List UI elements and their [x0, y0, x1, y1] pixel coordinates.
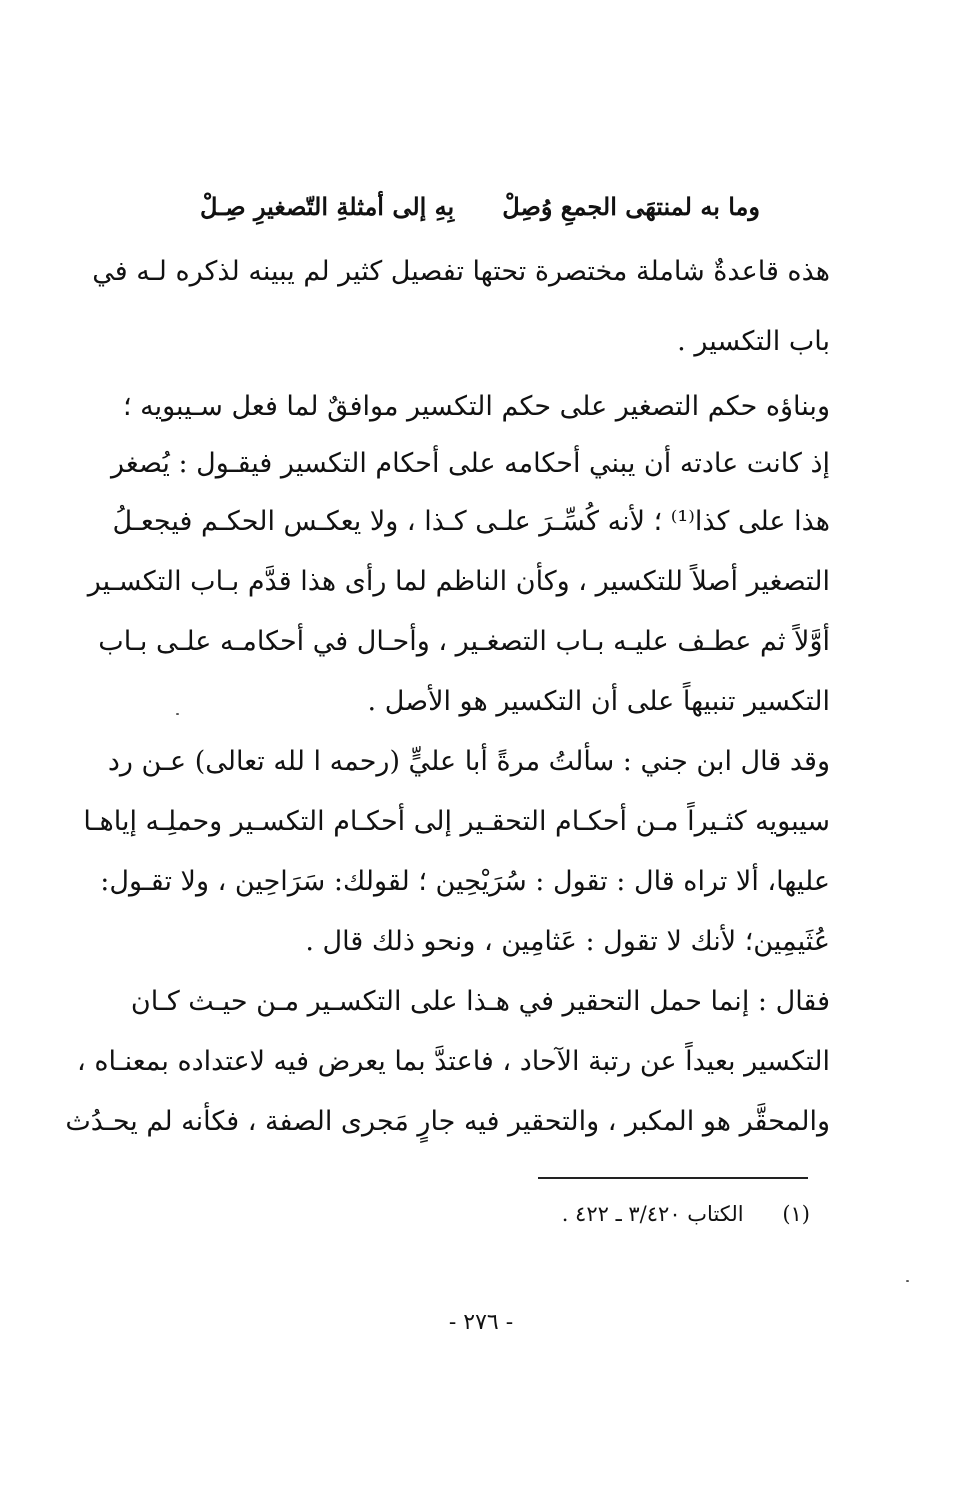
- text-line: التصغير أصلاً للتكسير ، وكأن الناظم لما رأى هذا قدَّم بـاب التكسـير: [87, 566, 830, 597]
- verse-second-hemistich: بِهِ إلى أمثلةِ التّصغيرِ صِـلْ: [200, 192, 455, 221]
- text-line: وبناؤه حكم التصغير على حكم التكسير موافقٌ لما فعل سـيبويه ؛: [122, 391, 830, 422]
- footnote-separator: [538, 1177, 808, 1179]
- verse-first-hemistich: وما به لمنتهَى الجمعِ وُصِلْ: [502, 192, 760, 221]
- footnote-number: (١): [782, 1202, 810, 1226]
- text-line: عُثَيمِين؛ لأنك لا تقول : عَثامِين ، ونحو ذلك قال .: [305, 926, 830, 957]
- text-line: والمحقَّر هو المكبر ، والتحقير فيه جارٍ مَجرى الصفة ، فكأنه لم يحـدُث: [65, 1106, 830, 1137]
- page-number: - ٢٧٦ -: [448, 1310, 514, 1335]
- text-line: سيبويه كثـيراً مـن أحكـام التحقـير إلى أحكـام التكسـير وحملِـه إياهـا: [83, 806, 830, 837]
- text-line: باب التكسير .: [677, 326, 830, 357]
- text-line: أوَّلاً ثم عطـف عليـه بـاب التصغـير ، وأحـال في أحكامـه علـى بـاب: [98, 626, 830, 657]
- footnote: [562, 1202, 810, 1226]
- text-line: هذا على كذا⁽¹⁾ ؛ لأنه كُسِّـرَ علـى كـذا ، ولا يعكـس الحكـم فيجعـلُ: [112, 506, 830, 537]
- footnote-text: الكتاب ٣/٤٢٠ ـ ٤٢٢ .: [561, 1202, 744, 1226]
- text-line: التكسير تنبيهاً على أن التكسير هو الأصل .: [367, 686, 830, 717]
- text-line: هذه قاعدةٌ شاملة مختصرة تحتها تفصيل كثير لم يبينه لذكره لـه في: [92, 256, 830, 287]
- text-line: فقال : إنما حمل التحقير في هـذا على التكسـير مـن حيـث كـان: [130, 986, 830, 1017]
- scan-speck: [176, 713, 179, 715]
- text-line: وقد قال ابن جني : سألتُ مرةً أبا عليٍّ (رحمه ا لله تعالى) عـن رد: [107, 746, 830, 777]
- text-line: التكسير بعيداً عن رتبة الآحاد ، فاعتدَّ بما يعرض فيه لاعتداده بمعنـاه ،: [77, 1046, 830, 1077]
- scan-speck: [906, 1280, 909, 1282]
- text-line: إذ كانت عادته أن يبني أحكامه على أحكام التكسير فيقـول : يُصغر: [111, 448, 830, 479]
- text-line: عليها، ألا تراه قال : تقول : سُرَيْحِين ؛ لقولك: سَرَاحِين ، ولا تقـول:: [100, 866, 830, 897]
